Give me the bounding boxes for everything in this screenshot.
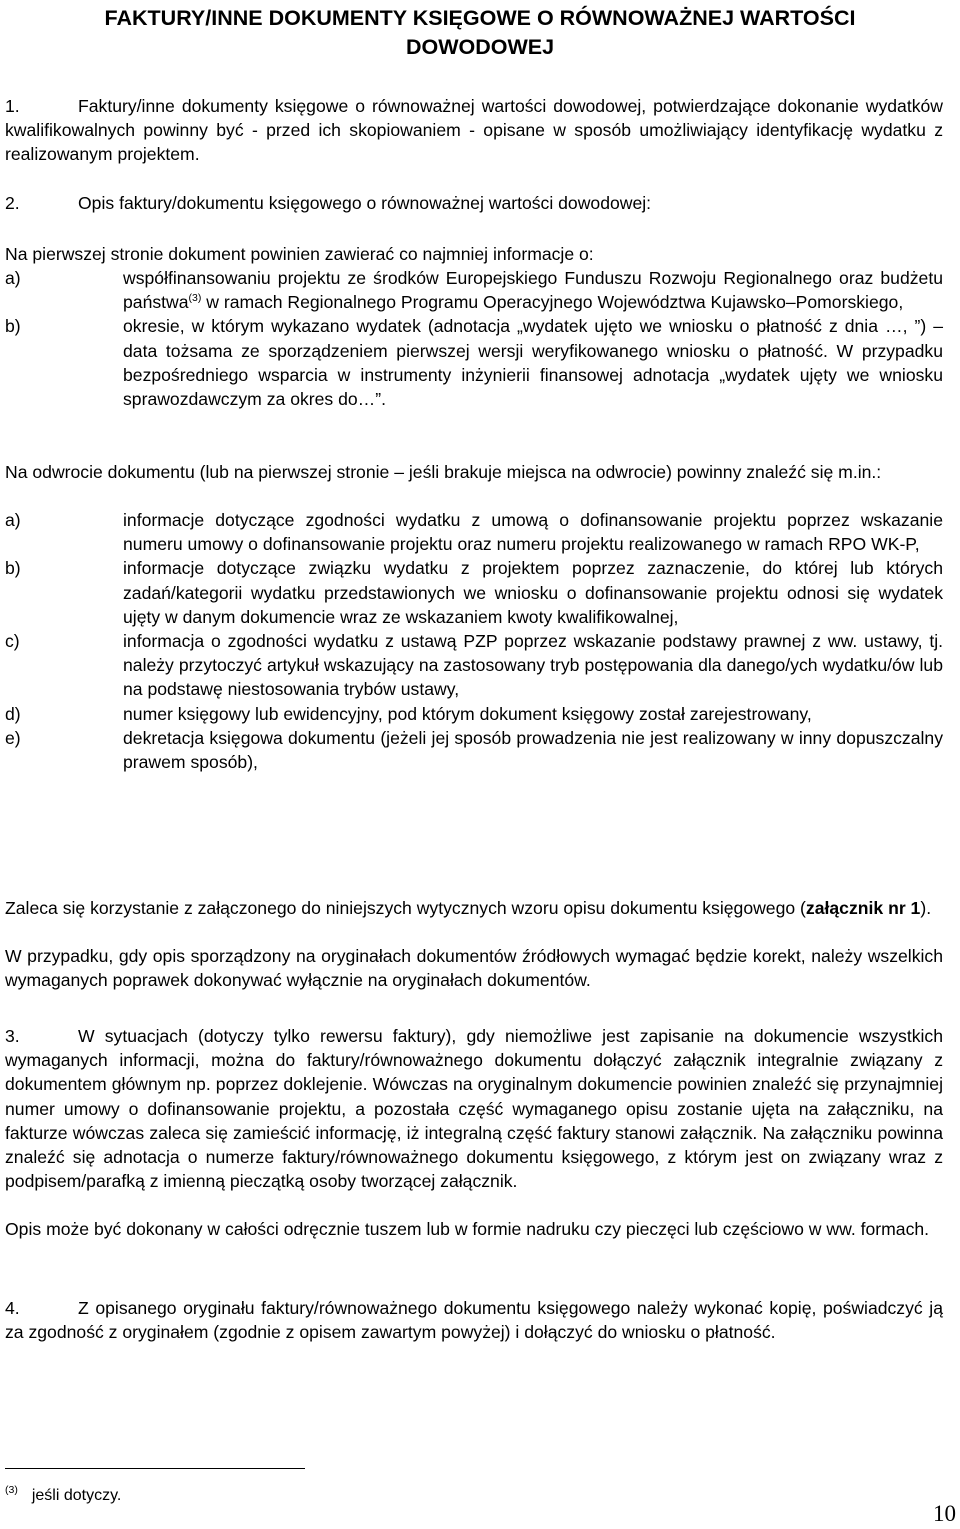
list-item-text-after: w ramach Regionalnego Programu Operacyjnego Województwa Kujawsko–Pomorskiego, [201, 292, 904, 313]
page-title [0, 4, 960, 62]
attachment-reference: załącznik nr 1 [805, 898, 921, 918]
recommendation-paragraph [5, 896, 943, 920]
list-item-marker: d) [5, 703, 21, 724]
list-item [5, 726, 943, 774]
list-item-text: dekretacja księgowa dokumentu (jeżeli jej sposób prowadzenia nie jest realizowany w inny dopuszczalny prawem sposób), [123, 727, 943, 773]
list-item-marker: c) [5, 631, 20, 652]
list-item-text: okresie, w którym wykazano wydatek (adnotacja „wydatek ujęto we wniosku o płatność z dnia …, ”) – data tożsama ze sporządzeniem pierwszej wersji weryfikowanego wniosku o płatność. W przypadku bezpośredniego wsparcia w instrumenty inżynierii finansowej adnotacja „wydatek ujęty we wniosku sprawozdawczym za okres do…”. [123, 316, 943, 410]
section-3-text: W sytuacjach (dotyczy tylko rewersu faktury), gdy niemożliwe jest zapisanie na dokumencie wszystkich wymaganych informacji, można do faktury/równoważnego dokumentu dołączyć załącznik integralnie związany z dokumentem głównym np. poprzez doklejenie. Wówczas na oryginalnym dokumencie powinien znaleźć się przynajmniej numer umowy o dofinansowanie projektu, a pozostała część wymaganego opisu zostanie ujęta na załączniku, na fakturze wówczas zaleca się zamieścić informację, iż integralną część faktury stanowi załącznik. Na załączniku powinna znaleźć się adnotacja o numerze faktury/równoważnego dokumentu księgowego, z którym jest on związany wraz z podpisem/parafką z imienną pieczątką osoby tworzącej załącznik. [5, 1026, 943, 1192]
list-item [5, 702, 943, 726]
list-item-text: informacje dotyczące zgodności wydatku z umową o dofinansowanie projektu poprzez wskazanie numeru umowy o dofinansowanie projektu oraz numeru projektu realizowanego w ramach RPO WK-P, [123, 510, 943, 555]
back-page-list [5, 508, 943, 774]
list-item [5, 629, 943, 702]
page-title-line-1: FAKTURY/INNE DOKUMENTY KSIĘGOWE O RÓWNOWAŻNEJ WARTOŚCI [104, 6, 856, 30]
list-item [5, 314, 943, 411]
list-item [5, 508, 943, 556]
section-4-number: 4. [5, 1298, 20, 1318]
list-item-text: informacja o zgodności wydatku z ustawą PZP poprzez wskazanie podstawy prawnej z ww. ustawy, tj. należy przytoczyć artykuł wskazujący na zastosowany tryb postępowania dla danego/ych wydatku/ów lub na podstawę niestosowania trybów ustawy, [123, 631, 943, 700]
back-page-intro: Na odwrocie dokumentu (lub na pierwszej stronie – jeśli brakuje miejsca na odwrocie) powinny znaleźć się m.in.: [5, 462, 882, 482]
list-item-marker: a) [5, 510, 21, 530]
footnote-text: jeśli dotyczy. [31, 1487, 122, 1504]
footnote-separator [5, 1468, 305, 1469]
list-item [5, 266, 943, 314]
list-item-marker: b) [5, 316, 21, 337]
footnote-reference: (3) [188, 292, 202, 305]
section-2-heading-text: Opis faktury/dokumentu księgowego o równoważnej wartości dowodowej: [78, 193, 652, 213]
recommendation-text-before: Zaleca się korzystanie z załączonego do niniejszych wytycznych wzoru opisu dokumentu księgowego ( [5, 898, 806, 918]
section-1 [5, 94, 943, 167]
section-4-text: Z opisanego oryginału faktury/równoważnego dokumentu księgowego należy wykonać kopię, poświadczyć ją za zgodność z oryginałem (zgodnie z opisem zawartym powyżej) i dołączyć do wniosku o płatność. [5, 1298, 943, 1343]
footnote [5, 1480, 121, 1506]
front-page-list [5, 266, 943, 411]
front-page-intro: Na pierwszej stronie dokument powinien zawierać co najmniej informacje o: [5, 244, 594, 264]
page-number: 10 [933, 1501, 956, 1526]
section-3-number: 3. [5, 1026, 20, 1046]
section-3-description-method: Opis może być dokonany w całości odręcznie tuszem lub w formie nadruku czy pieczęci lub częściowo w ww. formach. [5, 1219, 930, 1239]
list-item [5, 556, 943, 629]
list-item-marker: b) [5, 558, 21, 579]
section-2-number: 2. [5, 193, 20, 213]
list-item-text [123, 266, 943, 314]
recommendation-text-after: ). [920, 898, 932, 918]
section-1-text: Faktury/inne dokumenty księgowe o równoważnej wartości dowodowej, potwierdzające dokonanie wydatków kwalifikowalnych powinny być - przed ich skopiowaniem - opisane w sposób umożliwiający identyfikację wydatku z realizowanym projektem. [5, 96, 943, 165]
section-1-number: 1. [5, 96, 20, 116]
corrections-paragraph: W przypadku, gdy opis sporządzony na oryginałach dokumentów źródłowych wymagać będzie korekt, należy wszelkich wymaganych poprawek dokonywać wyłącznie na oryginałach dokumentów. [5, 946, 943, 991]
list-item-text: informacje dotyczące związku wydatku z projektem poprzez zaznaczenie, do której lub których zadań/kategorii wydatku przedstawionych we wniosku o dofinansowanie projektu odnosi się wydatek ujęty w danym dokumencie wraz ze wskazaniem kwoty kwalifikowalnej, [123, 558, 943, 627]
list-item-marker: a) [5, 268, 21, 288]
footnote-marker: (3) [5, 1484, 18, 1496]
list-item-text-before: współfinansowaniu projektu ze środków Europejskiego Funduszu Rozwoju Regionalnego oraz budżetu państwa [123, 268, 943, 313]
section-4 [5, 1296, 943, 1344]
page-title-line-2: DOWODOWEJ [405, 35, 555, 59]
section-3 [5, 1024, 943, 1193]
list-item-text: numer księgowy lub ewidencyjny, pod którym dokument księgowy został zarejestrowany, [123, 703, 812, 724]
list-item-marker: e) [5, 727, 21, 748]
section-2-heading [5, 191, 943, 215]
